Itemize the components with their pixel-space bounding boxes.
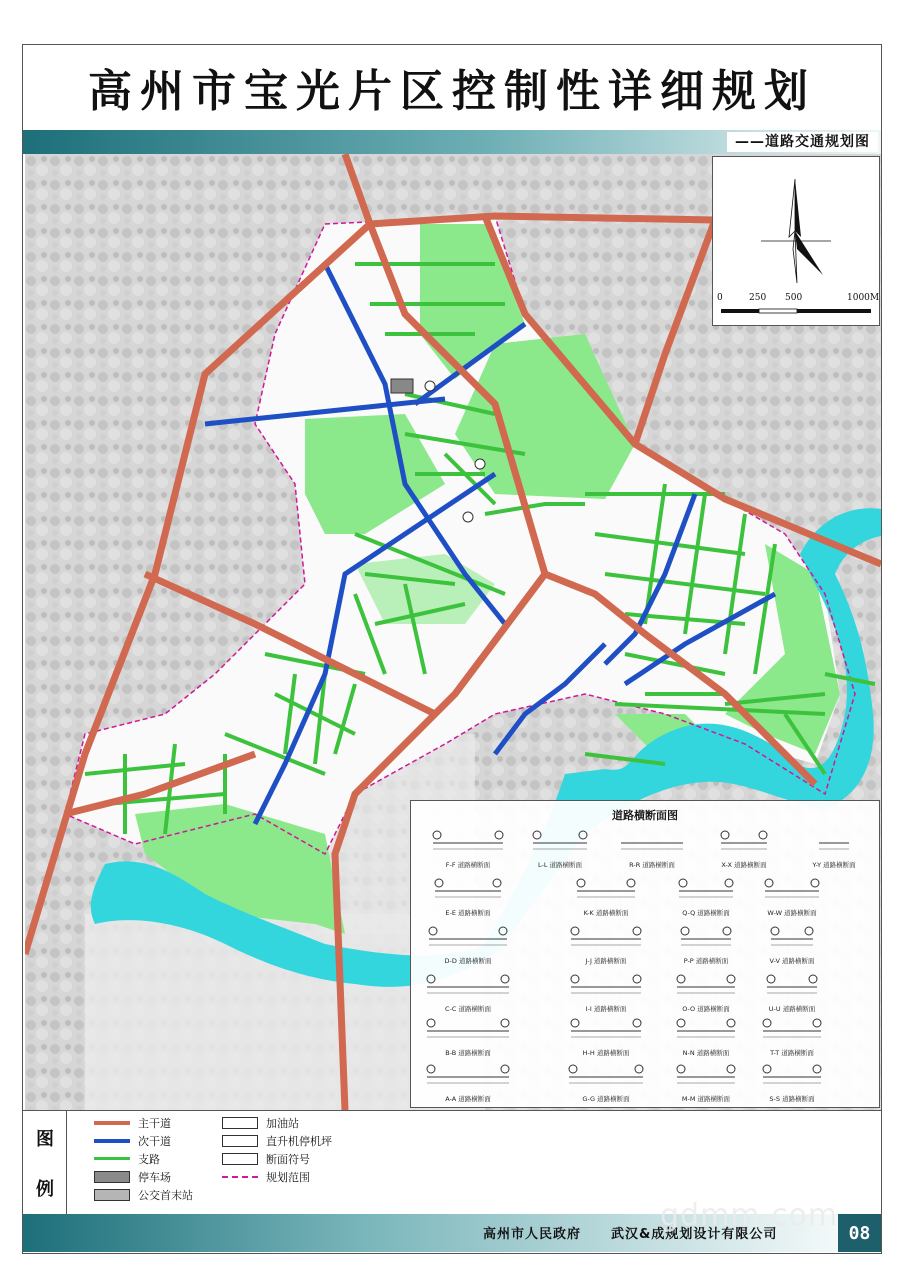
parking-icon bbox=[391, 379, 413, 393]
planning-boundary-line bbox=[222, 1171, 258, 1183]
cross-section-diagram: C-C 道路横断面 bbox=[423, 969, 513, 1013]
cross-section-diagram: D-D 道路横断面 bbox=[423, 921, 513, 965]
cross-section-diagram: Q-Q 道路横断面 bbox=[661, 873, 751, 917]
road-cross-section-panel bbox=[410, 800, 880, 1108]
cross-section-diagram: X-X 道路横断面 bbox=[699, 825, 789, 869]
main-road-line bbox=[94, 1117, 130, 1129]
legend-title bbox=[22, 1111, 67, 1215]
legend-title-bottom: 例 bbox=[36, 1179, 54, 1200]
cross-section-diagram: W-W 道路横断面 bbox=[747, 873, 837, 917]
parking-icon bbox=[94, 1171, 130, 1183]
cross-section-diagram: L-L 道路横断面 bbox=[515, 825, 605, 869]
secondary-road-line bbox=[94, 1135, 130, 1147]
cross-section-diagram: A-A 道路横断面 bbox=[423, 1059, 513, 1103]
scale-label-0: 0 bbox=[717, 293, 723, 303]
cross-section-diagram: F-F 道路横断面 bbox=[423, 825, 513, 869]
helipad-icon bbox=[475, 459, 485, 469]
gas-station-icon bbox=[222, 1117, 258, 1129]
footer-org-designer: 武汉&成规划设计有限公司 bbox=[611, 1227, 778, 1242]
legend-item-gas-station: 加油站 bbox=[222, 1115, 299, 1131]
legend-item-secondary-road: 次干道 bbox=[94, 1133, 171, 1149]
cross-section-diagram: S-S 道路横断面 bbox=[747, 1059, 837, 1103]
page-number: 08 bbox=[838, 1214, 881, 1252]
cross-section-diagram: E-E 道路横断面 bbox=[423, 873, 513, 917]
legend-item-bus-terminal: 公交首末站 bbox=[94, 1187, 193, 1203]
cross-section-diagram: K-K 道路横断面 bbox=[561, 873, 651, 917]
cross-section-diagram: R-R 道路横断面 bbox=[629, 861, 675, 869]
helipad-icon bbox=[222, 1135, 258, 1147]
bus-terminal-icon bbox=[94, 1189, 130, 1201]
scale-label-250: 250 bbox=[749, 293, 767, 303]
cross-section-diagram: I-I 道路横断面 bbox=[561, 969, 651, 1013]
cross-section-diagram: G-G 道路横断面 bbox=[561, 1059, 651, 1103]
compass-box bbox=[712, 156, 880, 326]
bus-terminal-icon bbox=[425, 381, 435, 391]
cross-section-diagram: B-B 道路横断面 bbox=[423, 1013, 513, 1057]
scale-label-1000m: 1000M bbox=[847, 293, 880, 303]
cross-section-diagram: T-T 道路横断面 bbox=[747, 1013, 837, 1057]
cross-section-diagram: Y-Y 道路横断面 bbox=[812, 861, 856, 869]
scale-label-500: 500 bbox=[785, 293, 803, 303]
legend-item-planning-boundary: 规划范围 bbox=[222, 1169, 310, 1185]
section-symbol-icon bbox=[222, 1153, 258, 1165]
cross-section-diagram: V-V 道路横断面 bbox=[747, 921, 837, 965]
legend-item-main-road: 主干道 bbox=[94, 1115, 171, 1131]
watermark: gdmm.com bbox=[660, 1198, 839, 1233]
cross-section-diagram: U-U 道路横断面 bbox=[747, 969, 837, 1013]
cross-section-diagram: O-O 道路横断面 bbox=[661, 969, 751, 1013]
cross-section-diagram: P-P 道路横断面 bbox=[661, 921, 751, 965]
legend-item-parking: 停车场 bbox=[94, 1169, 171, 1185]
legend-item-helipad: 直升机停机坪 bbox=[222, 1133, 332, 1149]
footer-org-government: 高州市人民政府 bbox=[483, 1227, 582, 1242]
cross-section-diagram: H-H 道路横断面 bbox=[561, 1013, 651, 1057]
cross-section-diagram: N-N 道路横断面 bbox=[661, 1013, 751, 1057]
legend-title-top: 图 bbox=[36, 1129, 54, 1150]
branch-road-line bbox=[94, 1153, 130, 1165]
legend-item-branch-road: 支路 bbox=[94, 1151, 160, 1167]
legend-item-section-symbol: 断面符号 bbox=[222, 1151, 310, 1167]
cross-section-title: 道路横断面图 bbox=[612, 809, 678, 822]
cross-section-diagram: J-J 道路横断面 bbox=[561, 921, 651, 965]
map-subtitle: ——道路交通规划图 bbox=[727, 132, 878, 152]
cross-section-diagram: M-M 道路横断面 bbox=[661, 1059, 751, 1103]
map-title: 高州市宝光片区控制性详细规划 bbox=[88, 66, 816, 117]
gas-station-icon bbox=[463, 512, 473, 522]
